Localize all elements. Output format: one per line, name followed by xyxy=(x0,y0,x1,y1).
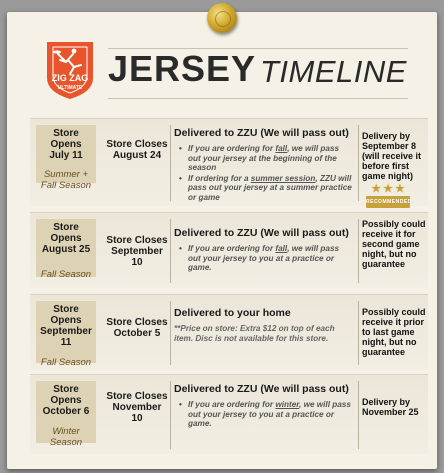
store-closes-date: November 10 xyxy=(112,402,162,424)
list-item: • If you are ordering for winter, we will pass out your jersey to you at a practice or game. xyxy=(188,400,354,429)
delivery-method-title: Delivered to ZZU (We will pass out) xyxy=(174,127,349,139)
title-rule-bottom xyxy=(108,98,408,99)
delivery-method-title: Delivered to ZZU (We will pass out) xyxy=(174,227,349,239)
store-closes-date: October 5 xyxy=(113,328,161,339)
timeline-row xyxy=(30,212,428,288)
delivery-estimate xyxy=(362,131,428,208)
star-icon: ★ xyxy=(371,183,382,195)
store-opens-label: Store Opens xyxy=(50,384,82,406)
logo-line2: ULTIMATE xyxy=(57,85,83,91)
store-closes xyxy=(106,235,168,268)
store-closes-label: Store Closes xyxy=(106,391,168,402)
list-item: • If ordering for a summer session, ZZU will pass out your jersey at a summer practice or game xyxy=(188,174,354,203)
season-label: Summer + Fall Season xyxy=(40,169,92,191)
store-closes xyxy=(106,391,168,424)
store-opens-box xyxy=(36,125,96,191)
delivery-method-title: Delivered to your home xyxy=(174,307,291,319)
zig-zag-logo xyxy=(44,38,96,100)
store-closes xyxy=(106,139,168,161)
delivery-method xyxy=(174,307,354,343)
delivery-estimate-text: Delivery by September 8 (will receive it before first game night) xyxy=(362,131,422,181)
logo-line1: ZIG ZAG xyxy=(51,73,89,83)
store-closes-label: Store Closes xyxy=(106,139,168,150)
title-timeline: TIMELINE xyxy=(260,54,407,89)
store-opens-label: Store Opens xyxy=(50,304,82,326)
store-opens-date: July 11 xyxy=(49,150,83,161)
delivery-method xyxy=(174,227,354,274)
pushpin-icon xyxy=(207,3,237,33)
timeline-row xyxy=(30,374,428,454)
delivery-notes xyxy=(174,244,354,273)
delivery-notes xyxy=(174,144,354,202)
store-closes-label: Store Closes xyxy=(106,317,168,328)
store-closes-date: August 24 xyxy=(112,150,162,161)
store-opens-date: September 11 xyxy=(40,326,92,348)
star-rating xyxy=(366,184,410,195)
season-label: Fall Season xyxy=(40,269,92,280)
store-opens-box xyxy=(36,219,96,280)
store-opens-box xyxy=(36,301,96,368)
delivery-estimate: Possibly could receive it prior to last game night, but no guarantee xyxy=(362,307,426,357)
delivery-estimate: Delivery by November 25 xyxy=(362,397,419,417)
recommended-badge: RECOMMENDED xyxy=(366,196,410,208)
store-opens-box xyxy=(36,381,96,448)
timeline-row xyxy=(30,118,428,206)
timeline-row xyxy=(30,294,428,370)
delivery-method xyxy=(174,383,354,430)
delivery-estimate: Possibly could receive it for second game night, but no guarantee xyxy=(362,219,426,269)
delivery-method-title: Delivered to ZZU (We will pass out) xyxy=(174,383,349,395)
store-opens-date: October 6 xyxy=(42,406,90,417)
list-item: • If you are ordering for fall, we will pass out your jersey to you at a practice or game. xyxy=(188,244,354,273)
price-note: **Price on store: Extra $12 on top of each item. Disc is not available for this store. xyxy=(174,324,335,343)
title-jersey: JERSEY xyxy=(108,48,257,89)
star-icon: ★ xyxy=(394,183,405,195)
season-label: Fall Season xyxy=(40,357,92,368)
delivery-notes xyxy=(174,400,354,429)
star-icon: ★ xyxy=(383,183,393,195)
store-closes xyxy=(106,317,168,339)
store-opens-label: Store Opens xyxy=(50,222,82,244)
header xyxy=(30,38,420,108)
store-closes-label: Store Closes xyxy=(106,235,168,246)
store-closes-date: September 10 xyxy=(111,246,163,268)
delivery-method xyxy=(174,127,354,203)
list-item: • If you are ordering for fall, we will pass out your jersey at the beginning of the season xyxy=(188,144,354,173)
store-opens-date: August 25 xyxy=(41,244,91,255)
season-label: Winter Season xyxy=(49,426,83,448)
store-opens-label: Store Opens xyxy=(50,128,82,150)
